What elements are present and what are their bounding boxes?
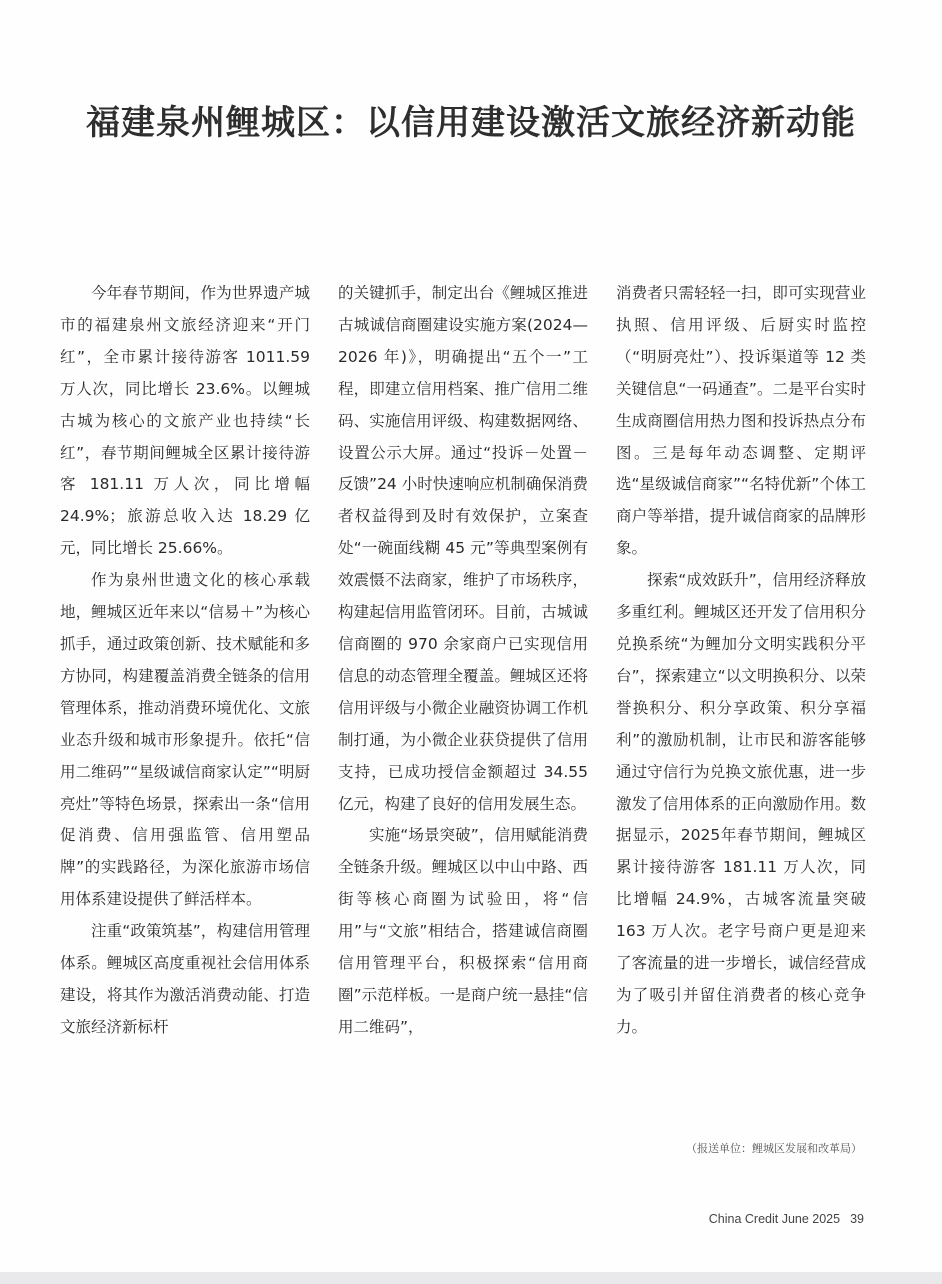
source-credit: （报送单位：鲤城区发展和改革局） bbox=[686, 1142, 862, 1155]
paragraph: 消费者只需轻轻一扫，即可实现营业执照、信用评级、后厨实时监控（“明厨亮灶”）、投诉渠道等 12 类关键信息“一码通查”。二是平台实时生成商圈信用热力图和投诉热点分布图。三是每年动态调整、定期评选“星级诚信商家”“名特优新”个体工商户等举措，提升诚信商家的品牌形象。 bbox=[616, 284, 866, 558]
article-body bbox=[60, 278, 868, 1168]
page-footer bbox=[709, 1212, 864, 1226]
text-column-3 bbox=[616, 278, 866, 1044]
text-column-2 bbox=[338, 278, 588, 1044]
page-number: 39 bbox=[850, 1212, 864, 1226]
paragraph: 的关键抓手，制定出台《鲤城区推进古城诚信商圈建设实施方案(2024—2026 年)》，明确提出“五个一”工程，即建立信用档案、推广信用二维码、实施信用评级、构建数据网络、设置公示大屏。通过“投诉－处置－反馈”24 小时快速响应机制确保消费者权益得到及时有效保护，立案查处“一碗面线糊 45 元”等典型案例有效震慑不法商家，维护了市场秩序，构建起信用监管闭环。目前，古城诚信商圈的 970 余家商户已实现信用信息的动态管理全覆盖。鲤城区还将信用评级与小微企业融资协调工作机制打通，为小微企业获贷提供了信用支持，已成功授信金额超过 34.55 亿元，构建了良好的信用发展生态。 bbox=[338, 284, 588, 813]
text-column-1 bbox=[60, 278, 310, 1044]
paragraph: 作为泉州世遗文化的核心承载地，鲤城区近年来以“信易＋”为核心抓手，通过政策创新、技术赋能和多方协同，构建覆盖消费全链条的信用管理体系，推动消费环境优化、文旅业态升级和城市形象提升。依托“信用二维码”“星级诚信商家认定”“明厨亮灶”等特色场景，探索出一条“信用促消费、信用强监管、信用塑品牌”的实践路径，为深化旅游市场信用体系建设提供了鲜活样本。 bbox=[60, 571, 310, 909]
paragraph: 实施“场景突破”，信用赋能消费全链条升级。鲤城区以中山中路、西街等核心商圈为试验田，将“信用”与“文旅”相结合，搭建诚信商圈信用管理平台，积极探索“信用商圈”示范样板。一是商户统一悬挂“信用二维码”， bbox=[338, 826, 588, 1036]
paragraph: 今年春节期间，作为世界遗产城市的福建泉州文旅经济迎来“开门红”，全市累计接待游客 1011.59 万人次，同比增长 23.6%。以鲤城古城为核心的文旅产业也持续“长红”，春节期间鲤城全区累计接待游客 181.11 万人次，同比增幅 24.9%；旅游总收入达 18.29 亿元，同比增长 25.66%。 bbox=[60, 284, 310, 558]
article-title: 福建泉州鲤城区：以信用建设激活文旅经济新动能 bbox=[86, 102, 856, 143]
magazine-issue: China Credit June 2025 bbox=[708, 1212, 841, 1226]
paragraph: 探索“成效跃升”，信用经济释放多重红利。鲤城区还开发了信用积分兑换系统“为鲤加分文明实践积分平台”，探索建立“以文明换积分、以荣誉换积分、积分享政策、积分享福利”的激励机制，让市民和游客能够通过守信行为兑换文旅优惠，进一步激发了信用体系的正向激励作用。数据显示，2025年春节期间，鲤城区累计接待游客 181.11 万人次，同比增幅 24.9%，古城客流量突破 163 万人次。老字号商户更是迎来了客流量的进一步增长，诚信经营成为了吸引并留住消费者的核心竞争力。 bbox=[616, 571, 866, 1036]
paragraph: 注重“政策筑基”，构建信用管理体系。鲤城区高度重视社会信用体系建设，将其作为激活消费动能、打造文旅经济新标杆 bbox=[60, 922, 310, 1036]
bottom-bar bbox=[0, 1272, 942, 1284]
